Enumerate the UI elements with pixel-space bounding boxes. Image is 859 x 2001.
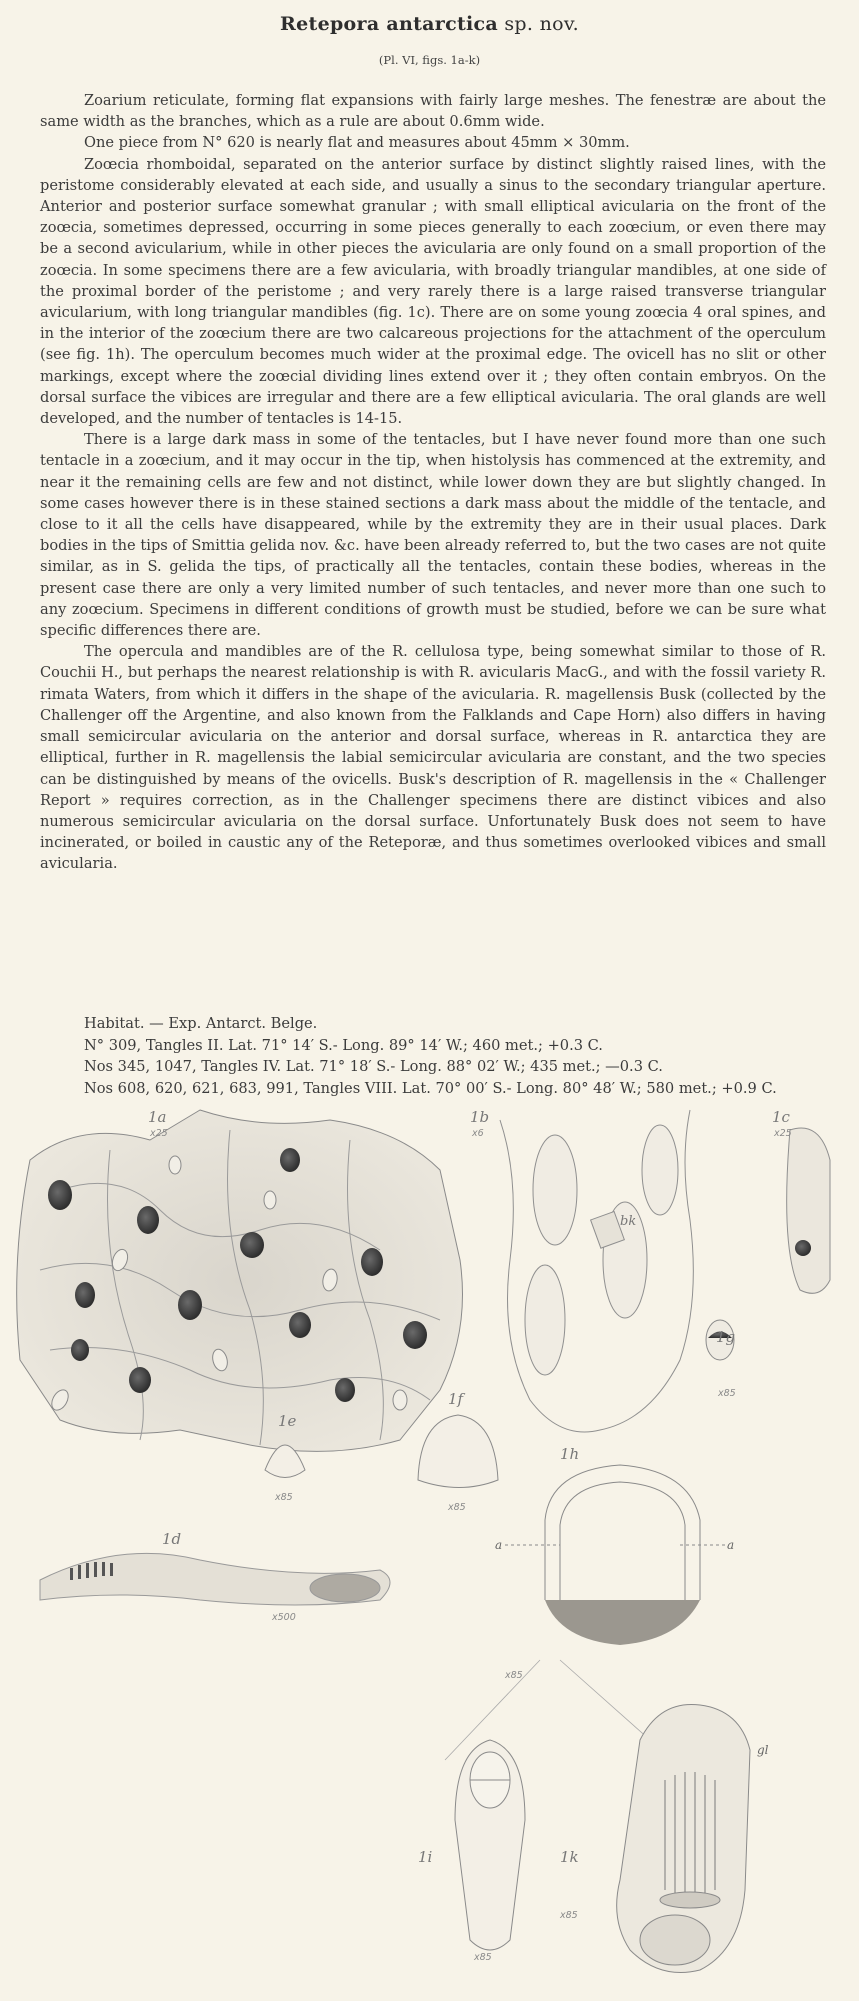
article-title: [0, 13, 859, 35]
annotation-a-right: a: [727, 1538, 735, 1552]
fig-label-1e: 1e: [278, 1412, 297, 1430]
fig-label-1g: 1g: [716, 1328, 736, 1346]
plate-reference: (Pl. VI, figs. 1a-k): [378, 53, 481, 67]
scale-1e: x85: [275, 1492, 293, 1503]
habitat-station: N° 309, Tangles II. Lat. 71° 14′ S.- Long. 89° 14′ W.; 460 met.; +0.3 C.: [84, 1036, 603, 1054]
scale-1k: x85: [560, 1910, 578, 1921]
fig-label-1a: 1a: [148, 1108, 167, 1126]
fig-label-1h: 1h: [560, 1445, 580, 1463]
fig-label-1d: 1d: [162, 1530, 182, 1548]
title-species: Retepora antarctica: [280, 13, 499, 35]
paragraph: There is a large dark mass in some of the tentacles, but I have never found more than one such tentacle in a zoœcium, and it may occur in the tip, when histolysis has commenced at the extremity, and near it the remaining cells are few and not distinct, while lower down they are but slightly changed. In some cases however there is in these stained sections a dark mass about the middle of the tentacle, and close to it all the cells have disappeared, while by the extremity they are in their usual places. Dark bodies in the tips of Smittia gelida nov. &c. have been already referred to, but the two cases are not quite similar, as in S. gelida the tips, of practically all the tentacles, contain these bodies, whereas in the present case there are only a very limited number of such tentacles, and never more than one such to any zoœcium. Specimens in different conditions of growth must be studied, before we can be sure what specific differences there are.: [40, 431, 826, 640]
paragraph: One piece from N° 620 is nearly flat and measures about 45mm × 30mm.: [84, 134, 630, 152]
annotation-gl: gl: [757, 1743, 769, 1757]
scale-1i: x85: [474, 1952, 492, 1963]
habitat-heading: Habitat. — Exp. Antarct. Belge.: [84, 1015, 318, 1032]
fig-label-bk: bk: [620, 1214, 637, 1229]
scale-1b: x6: [472, 1128, 484, 1139]
scale-1a: x25: [150, 1128, 168, 1139]
figure-1b: [500, 1110, 693, 1432]
figure-1k: [617, 1704, 750, 1972]
paragraph: The opercula and mandibles are of the R. cellulosa type, being somewhat similar to those of R. Couchii H., but perhaps the nearest relationship is with R. avicularis MacG., and with the fossil variety R. rimata Waters, from which it differs in the shape of the avicularia. R. magellensis Busk (collected by the Challenger off the Argentine, and also known from the Falklands and Cape Horn) also differs in having small semicircular avicularia on the anterior and dorsal surface, whereas in R. antarctica they are elliptical, further in R. magellensis the labial semicircular avicularia are constant, and the two species can be distinguished by means of the ovicells. Busk's description of R. magellensis in the « Challenger Report » requires correction, as in the Challenger specimens there are distinct vibices and also numerous semicircular avicularia on the dorsal surface. Unfortunately Busk does not seem to have incinerated, or boiled in caustic any of the Reteporæ, and thus sometimes overlooked vibices and small avicularia.: [40, 643, 826, 873]
annotation-a-left: a: [495, 1538, 503, 1552]
habitat-station: Nos 608, 620, 621, 683, 991, Tangles VIII. Lat. 70° 00′ S.- Long. 80° 48′ W.; 580 met.; +0.9 C.: [84, 1079, 777, 1097]
scale-1f: x85: [448, 1502, 466, 1513]
figure-1a: [17, 1110, 463, 1451]
figure-1i: [455, 1740, 525, 1950]
fig-label-1b: 1b: [470, 1108, 490, 1126]
scale-1g: x85: [718, 1388, 736, 1399]
scale-1c: x25: [774, 1128, 792, 1139]
figure-1c: [787, 1128, 830, 1293]
habitat-section: [40, 1013, 826, 1099]
scale-1d: x500: [272, 1612, 296, 1623]
fig-label-1i: 1i: [418, 1848, 433, 1866]
plate-figures: [0, 1100, 859, 2001]
figure-1f: [418, 1415, 498, 1488]
fig-label-1c: 1c: [772, 1108, 790, 1126]
fig-label-1f: 1f: [448, 1390, 464, 1408]
description-body: [40, 90, 826, 875]
figure-1d: [40, 1553, 390, 1605]
fig-label-1k: 1k: [560, 1848, 579, 1866]
paragraph: Zoœcia rhomboidal, separated on the anterior surface by distinct slightly raised lines, with the peristome considerably elevated at each side, and usually a sinus to the secondary triangular aperture. Anterior and posterior surface somewhat granular ; with small elliptical avicularia on the front of the zoœcia, sometimes depressed, occurring in some pieces generally to each zoœcium, or even there may be a second avicularium, while in other pieces the avicularia are only found on a small proportion of the zoœcia. In some specimens there are a few avicularia, with broadly triangular mandibles, at one side of the proximal border of the peristome ; and very rarely there is a large raised transverse triangular avicularium, with long triangular mandibles (fig. 1c). There are on some young zoœcia 4 oral spines, and in the interior of the zoœcium there are two calcareous projections for the attachment of the operculum (see fig. 1h). The operculum becomes much wider at the proximal edge. The ovicell has no slit or other markings, except where the zoœcial dividing lines extend over it ; they often contain embryos. On the dorsal surface the vibices are irregular and there are a few elliptical avicularia. The oral glands are well developed, and the number of tentacles is 14-15.: [40, 155, 826, 428]
habitat-station: Nos 345, 1047, Tangles IV. Lat. 71° 18′ S.- Long. 88° 02′ W.; 435 met.; —0.3 C.: [84, 1058, 663, 1075]
title-suffix: sp. nov.: [498, 13, 579, 35]
scale-1h: x85: [505, 1670, 523, 1681]
figure-1h: [505, 1465, 725, 1645]
paragraph: Zoarium reticulate, forming flat expansions with fairly large meshes. The fenestræ are about the same width as the branches, which as a rule are about 0.6mm wide.: [40, 92, 826, 131]
